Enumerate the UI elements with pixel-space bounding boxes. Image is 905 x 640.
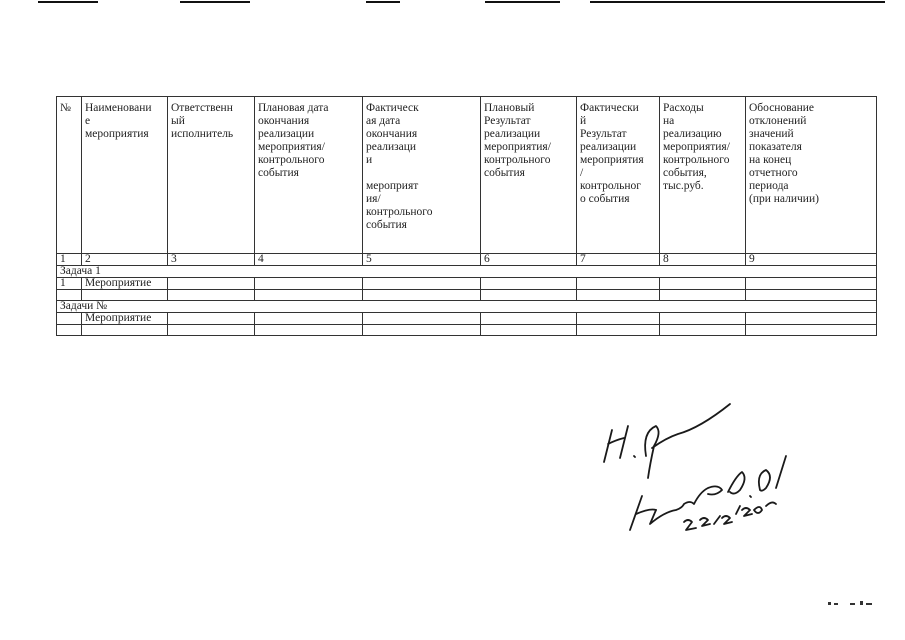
- report-table: [56, 96, 877, 336]
- task-label: Задача 1: [57, 266, 877, 278]
- top-rule: [180, 1, 250, 3]
- col-header-expenses: Расходы на реализацию мероприятия/ контрольного события, тыс.руб.: [660, 97, 746, 254]
- table-cell: [363, 278, 481, 290]
- column-number: 1: [57, 254, 82, 266]
- event-name: Мероприятие: [82, 313, 168, 325]
- column-number: 8: [660, 254, 746, 266]
- column-number: 2: [82, 254, 168, 266]
- table-cell: [363, 313, 481, 325]
- top-rule: [485, 1, 560, 3]
- table-cell: [577, 278, 660, 290]
- col-header-event-name: Наименовани е мероприятия: [82, 97, 168, 254]
- table-cell: [577, 313, 660, 325]
- blank-row: [57, 290, 877, 301]
- table-cell: [746, 278, 877, 290]
- event-row: [57, 313, 877, 325]
- column-number: 6: [481, 254, 577, 266]
- event-row: [57, 278, 877, 290]
- col-header-actual-date: Фактическ ая дата окончания реализаци и мероприят ия/ контрольного события: [363, 97, 481, 254]
- col-header-planned-result: Плановый Результат реализации мероприятия/ контрольного события: [481, 97, 577, 254]
- task-row: [57, 301, 877, 313]
- table-cell: [168, 313, 255, 325]
- column-number: 9: [746, 254, 877, 266]
- table-cell: [255, 278, 363, 290]
- table-cell: [255, 313, 363, 325]
- event-number: [57, 313, 82, 325]
- column-number: 4: [255, 254, 363, 266]
- col-header-deviation-reason: Обоснование отклонений значений показателя на конец отчетного периода (при наличии): [746, 97, 877, 254]
- table-cell: [746, 313, 877, 325]
- table-cell: [481, 278, 577, 290]
- top-rule: [38, 1, 98, 3]
- column-number: 7: [577, 254, 660, 266]
- top-rule: [590, 1, 885, 3]
- column-number-row: [57, 254, 877, 266]
- event-name: Мероприятие: [82, 278, 168, 290]
- table-cell: [481, 313, 577, 325]
- header-row: [57, 97, 877, 254]
- col-header-number: №: [57, 97, 82, 254]
- col-header-actual-result: Фактически й Результат реализации мероприятия / контрольног о события: [577, 97, 660, 254]
- top-rule: [366, 1, 400, 3]
- task-row: [57, 266, 877, 278]
- handwritten-signature: [590, 392, 790, 542]
- blank-row: [57, 325, 877, 336]
- table-cell: [168, 278, 255, 290]
- col-header-responsible: Ответственн ый исполнитель: [168, 97, 255, 254]
- table-cell: [660, 278, 746, 290]
- scan-mark: [826, 598, 886, 610]
- column-number: 3: [168, 254, 255, 266]
- col-header-planned-date: Плановая дата окончания реализации мероприятия/ контрольного события: [255, 97, 363, 254]
- column-number: 5: [363, 254, 481, 266]
- table-cell: [660, 313, 746, 325]
- task-label: Задачи №: [57, 301, 877, 313]
- event-number: 1: [57, 278, 82, 290]
